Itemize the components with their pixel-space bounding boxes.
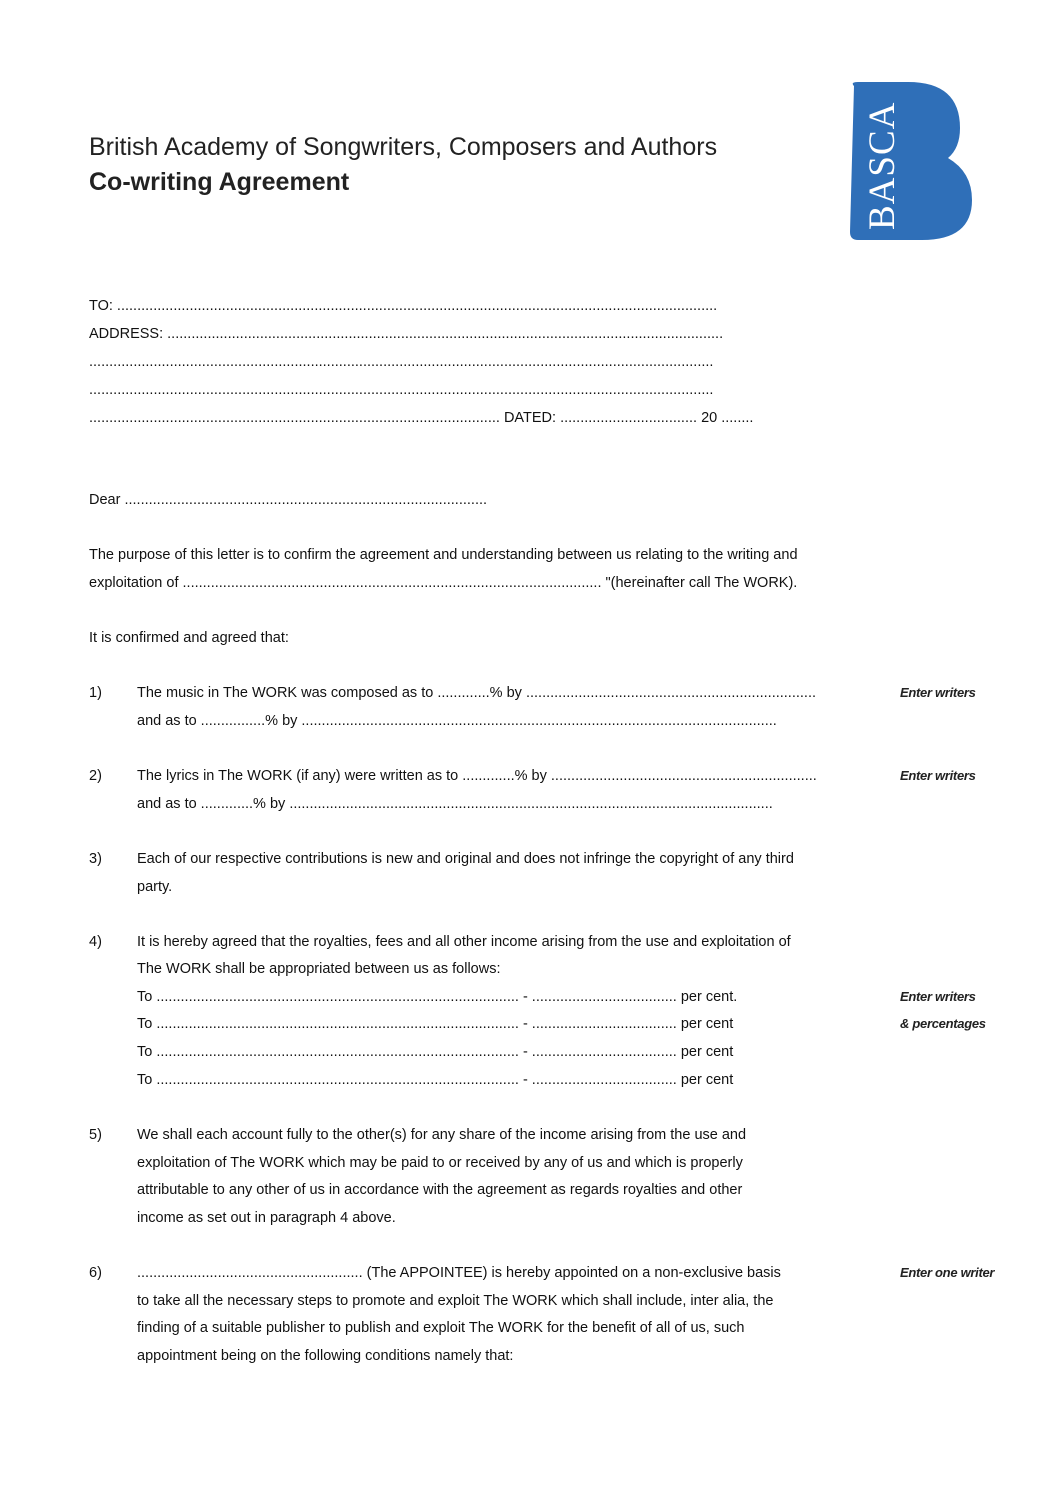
clause-line: Each of our respective contributions is new and original and does not infringe the copyright of any third [137,851,794,867]
clause-line: finding of a suitable publisher to publish and exploit The WORK for the benefit of all of us, such [137,1320,745,1336]
margin-note: Enter one writer [900,1265,995,1280]
document-title: Co-writing Agreement [89,168,350,196]
clause-number: 5) [89,1127,102,1143]
address-line-4: ........................................................................................................................................................... [89,382,714,398]
clause-line: income as set out in paragraph 4 above. [137,1210,396,1226]
clause-line: It is hereby agreed that the royalties, fees and all other income arising from the use and exploitation of [137,934,791,950]
clause-number: 3) [89,851,102,867]
clause-line: We shall each account fully to the other(s) for any share of the income arising from the use and [137,1127,747,1143]
clause-line: party. [137,879,173,895]
clause-line: and as to ................% by ...................................................................................................................... [137,713,777,729]
clause-line: appointment being on the following conditions namely that: [137,1348,514,1364]
organisation-name: British Academy of Songwriters, Composers and Authors [89,133,718,161]
address-line: ADDRESS: .......................................................................................................................................... [89,326,724,342]
to-line: TO: ..................................................................................................................................................... [89,298,718,314]
share-line: To .......................................................................................... - .................................... per cent. [137,989,738,1005]
margin-note: Enter writers [900,768,976,783]
clause-line: The WORK shall be appropriated between us as follows: [137,961,501,977]
clause-line: The music in The WORK was composed as to .............% by ........................................................................ [137,685,817,701]
clause-line: attributable to any other of us in accordance with the agreement as regards royalties and other [137,1182,743,1198]
margin-note: Enter writers [900,685,976,700]
clause-line: to take all the necessary steps to promote and exploit The WORK which shall include, inter alia, the [137,1293,774,1309]
margin-note: Enter writers [900,989,976,1004]
share-line: To .......................................................................................... - .................................... per cent [137,1072,734,1088]
clause-line: and as to .............% by ........................................................................................................................ [137,796,773,812]
address-line-3: ........................................................................................................................................................... [89,354,714,370]
purpose-line-1: The purpose of this letter is to confirm the agreement and understanding between us relating to the writing and [89,547,798,563]
clause-number: 4) [89,934,102,950]
clause-number: 2) [89,768,102,784]
clause-line: The lyrics in The WORK (if any) were written as to .............% by .................................................................. [137,768,817,784]
confirmed-statement: It is confirmed and agreed that: [89,630,289,646]
clause-number: 6) [89,1265,102,1281]
clause-line: ........................................................ (The APPOINTEE) is hereby appointed on a non-exclusive basis [137,1265,781,1281]
clause-number: 1) [89,685,102,701]
dated-line: ...................................................................................................... DATED: .................................. 20 ........ [89,410,754,426]
share-line: To .......................................................................................... - .................................... per cent [137,1044,734,1060]
clause-line: exploitation of The WORK which may be paid to or received by any of us and which is properly [137,1155,743,1171]
purpose-line-2: exploitation of ........................................................................................................ "(hereinafter call The WORK). [89,575,798,591]
basca-logo [848,80,973,242]
basca-logo-text: BASCA [862,101,903,230]
salutation: Dear .......................................................................................... [89,492,488,508]
margin-note: & percentages [900,1016,986,1031]
share-line: To .......................................................................................... - .................................... per cent [137,1016,734,1032]
